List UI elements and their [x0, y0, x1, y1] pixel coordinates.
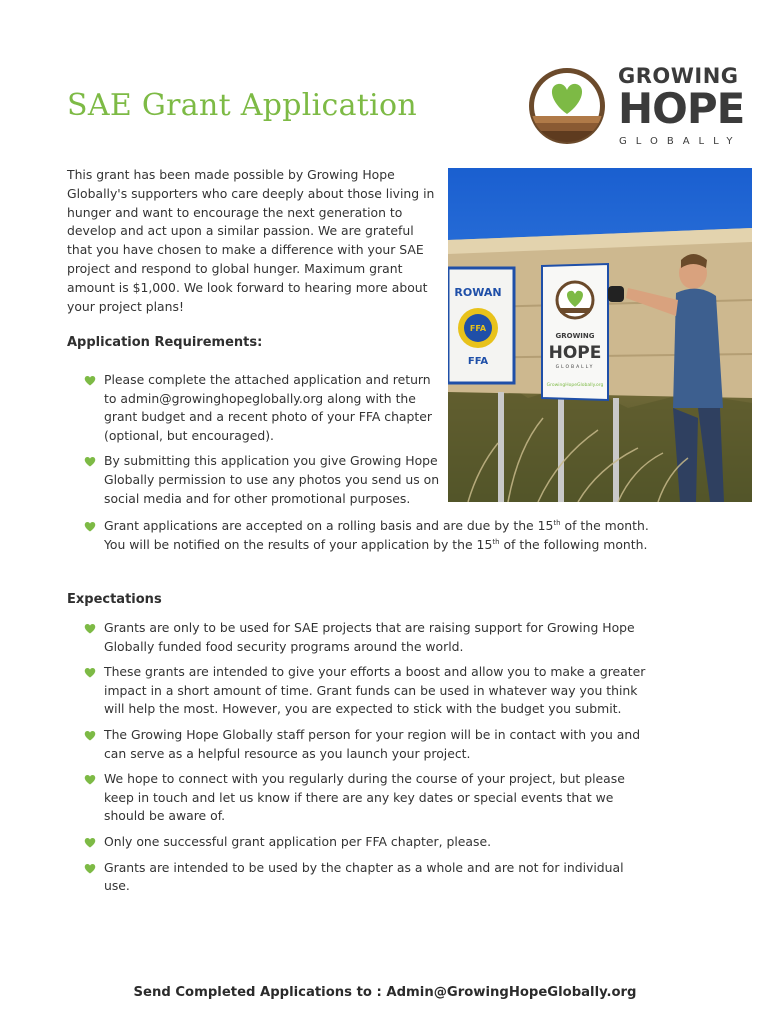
logo-text-globally: GLOBALLY: [619, 136, 742, 147]
expectation-text: We hope to connect with you regularly during the course of your project, but please keep in touch and let us know if there are any key dates or special events that we should be aware of.: [104, 771, 625, 824]
requirement-text: By submitting this application you give Growing Hope Globally permission to use any photos you send us on social media and for other promotional purposes.: [104, 453, 440, 506]
heart-bullet-icon: [84, 667, 96, 678]
requirements-list: [80, 371, 442, 515]
list-item: [80, 452, 442, 508]
list-item: [80, 833, 650, 852]
list-item: [80, 371, 442, 445]
requirement-text: Please complete the attached application and return to admin@growinghopeglobally.org along with the grant budget and a recent photo of your FFA chapter (optional, but encouraged).: [104, 372, 432, 443]
logo-text-hope: HOPE: [618, 84, 745, 133]
sign-ffa-text: FFA: [467, 356, 489, 367]
footer-contact: Send Completed Applications to : Admin@GrowingHopeGlobally.org: [133, 985, 637, 1000]
sign-url-text: GrowingHopeGlobally.org: [546, 383, 604, 388]
intro-paragraph: This grant has been made possible by Growing Hope Globally's supporters who care deeply about those living in hunger and want to encourage the next generation to develop and act upon a similar passion. We are grateful that you have chosen to make a difference with your SAE project and respond to global hunger. Maximum grant amount is $1,000. We look forward to hearing more about your project plans!: [67, 167, 435, 314]
sign-growing-text: GROWING: [555, 332, 595, 340]
heart-bullet-icon: [84, 521, 96, 532]
list-item: [80, 663, 650, 719]
heart-bullet-icon: [84, 837, 96, 848]
list-item: [80, 619, 650, 656]
requirements-list-continued: [80, 517, 650, 561]
list-item: [80, 859, 650, 896]
sign-globally-text: GLOBALLY: [555, 365, 595, 370]
heart-bullet-icon: [84, 863, 96, 874]
heart-bullet-icon: [84, 375, 96, 386]
expectation-text: Only one successful grant application per FFA chapter, please.: [104, 833, 492, 849]
expectation-text: Grants are intended to be used by the chapter as a whole and are not for individual use.: [104, 859, 624, 894]
sign-emblem-text: FFA: [469, 324, 487, 333]
expectation-text: Grants are only to be used for SAE projects that are raising support for Growing Hope Globally funded food security programs around the world.: [104, 620, 635, 654]
logo-text-growing: GROWING: [618, 64, 739, 88]
logo-emblem-icon: [526, 64, 614, 152]
list-item: [80, 726, 650, 763]
rolling-deadline-text: Grant applications are accepted on a rolling basis and are due by the 15th of the month. You will be notified on the results of your application by the 15th of the following month.: [104, 518, 649, 552]
list-item: [80, 770, 650, 826]
growing-hope-logo: [526, 64, 745, 152]
page-title: SAE Grant Application: [67, 88, 418, 123]
expectations-list: [80, 619, 650, 903]
sign-rowan-text: ROWAN: [454, 286, 502, 299]
list-item: [80, 517, 650, 554]
requirements-heading: Application Requirements:: [67, 335, 263, 350]
heart-bullet-icon: [84, 774, 96, 785]
expectations-heading: Expectations: [67, 592, 162, 607]
sign-hope-text: HOPE: [548, 343, 602, 363]
heart-bullet-icon: [84, 456, 96, 467]
ffa-sign-photo: [448, 168, 752, 502]
expectation-text: The Growing Hope Globally staff person for your region will be in contact with you and can serve as a helpful resource as you launch your project.: [104, 726, 641, 761]
heart-bullet-icon: [84, 623, 96, 634]
heart-bullet-icon: [84, 730, 96, 741]
expectation-text: These grants are intended to give your efforts a boost and allow you to make a greater impact in a short amount of time. Grant funds can be used in whatever way you think will help the most. However, you are expected to stick with the budget you submit.: [104, 664, 646, 717]
